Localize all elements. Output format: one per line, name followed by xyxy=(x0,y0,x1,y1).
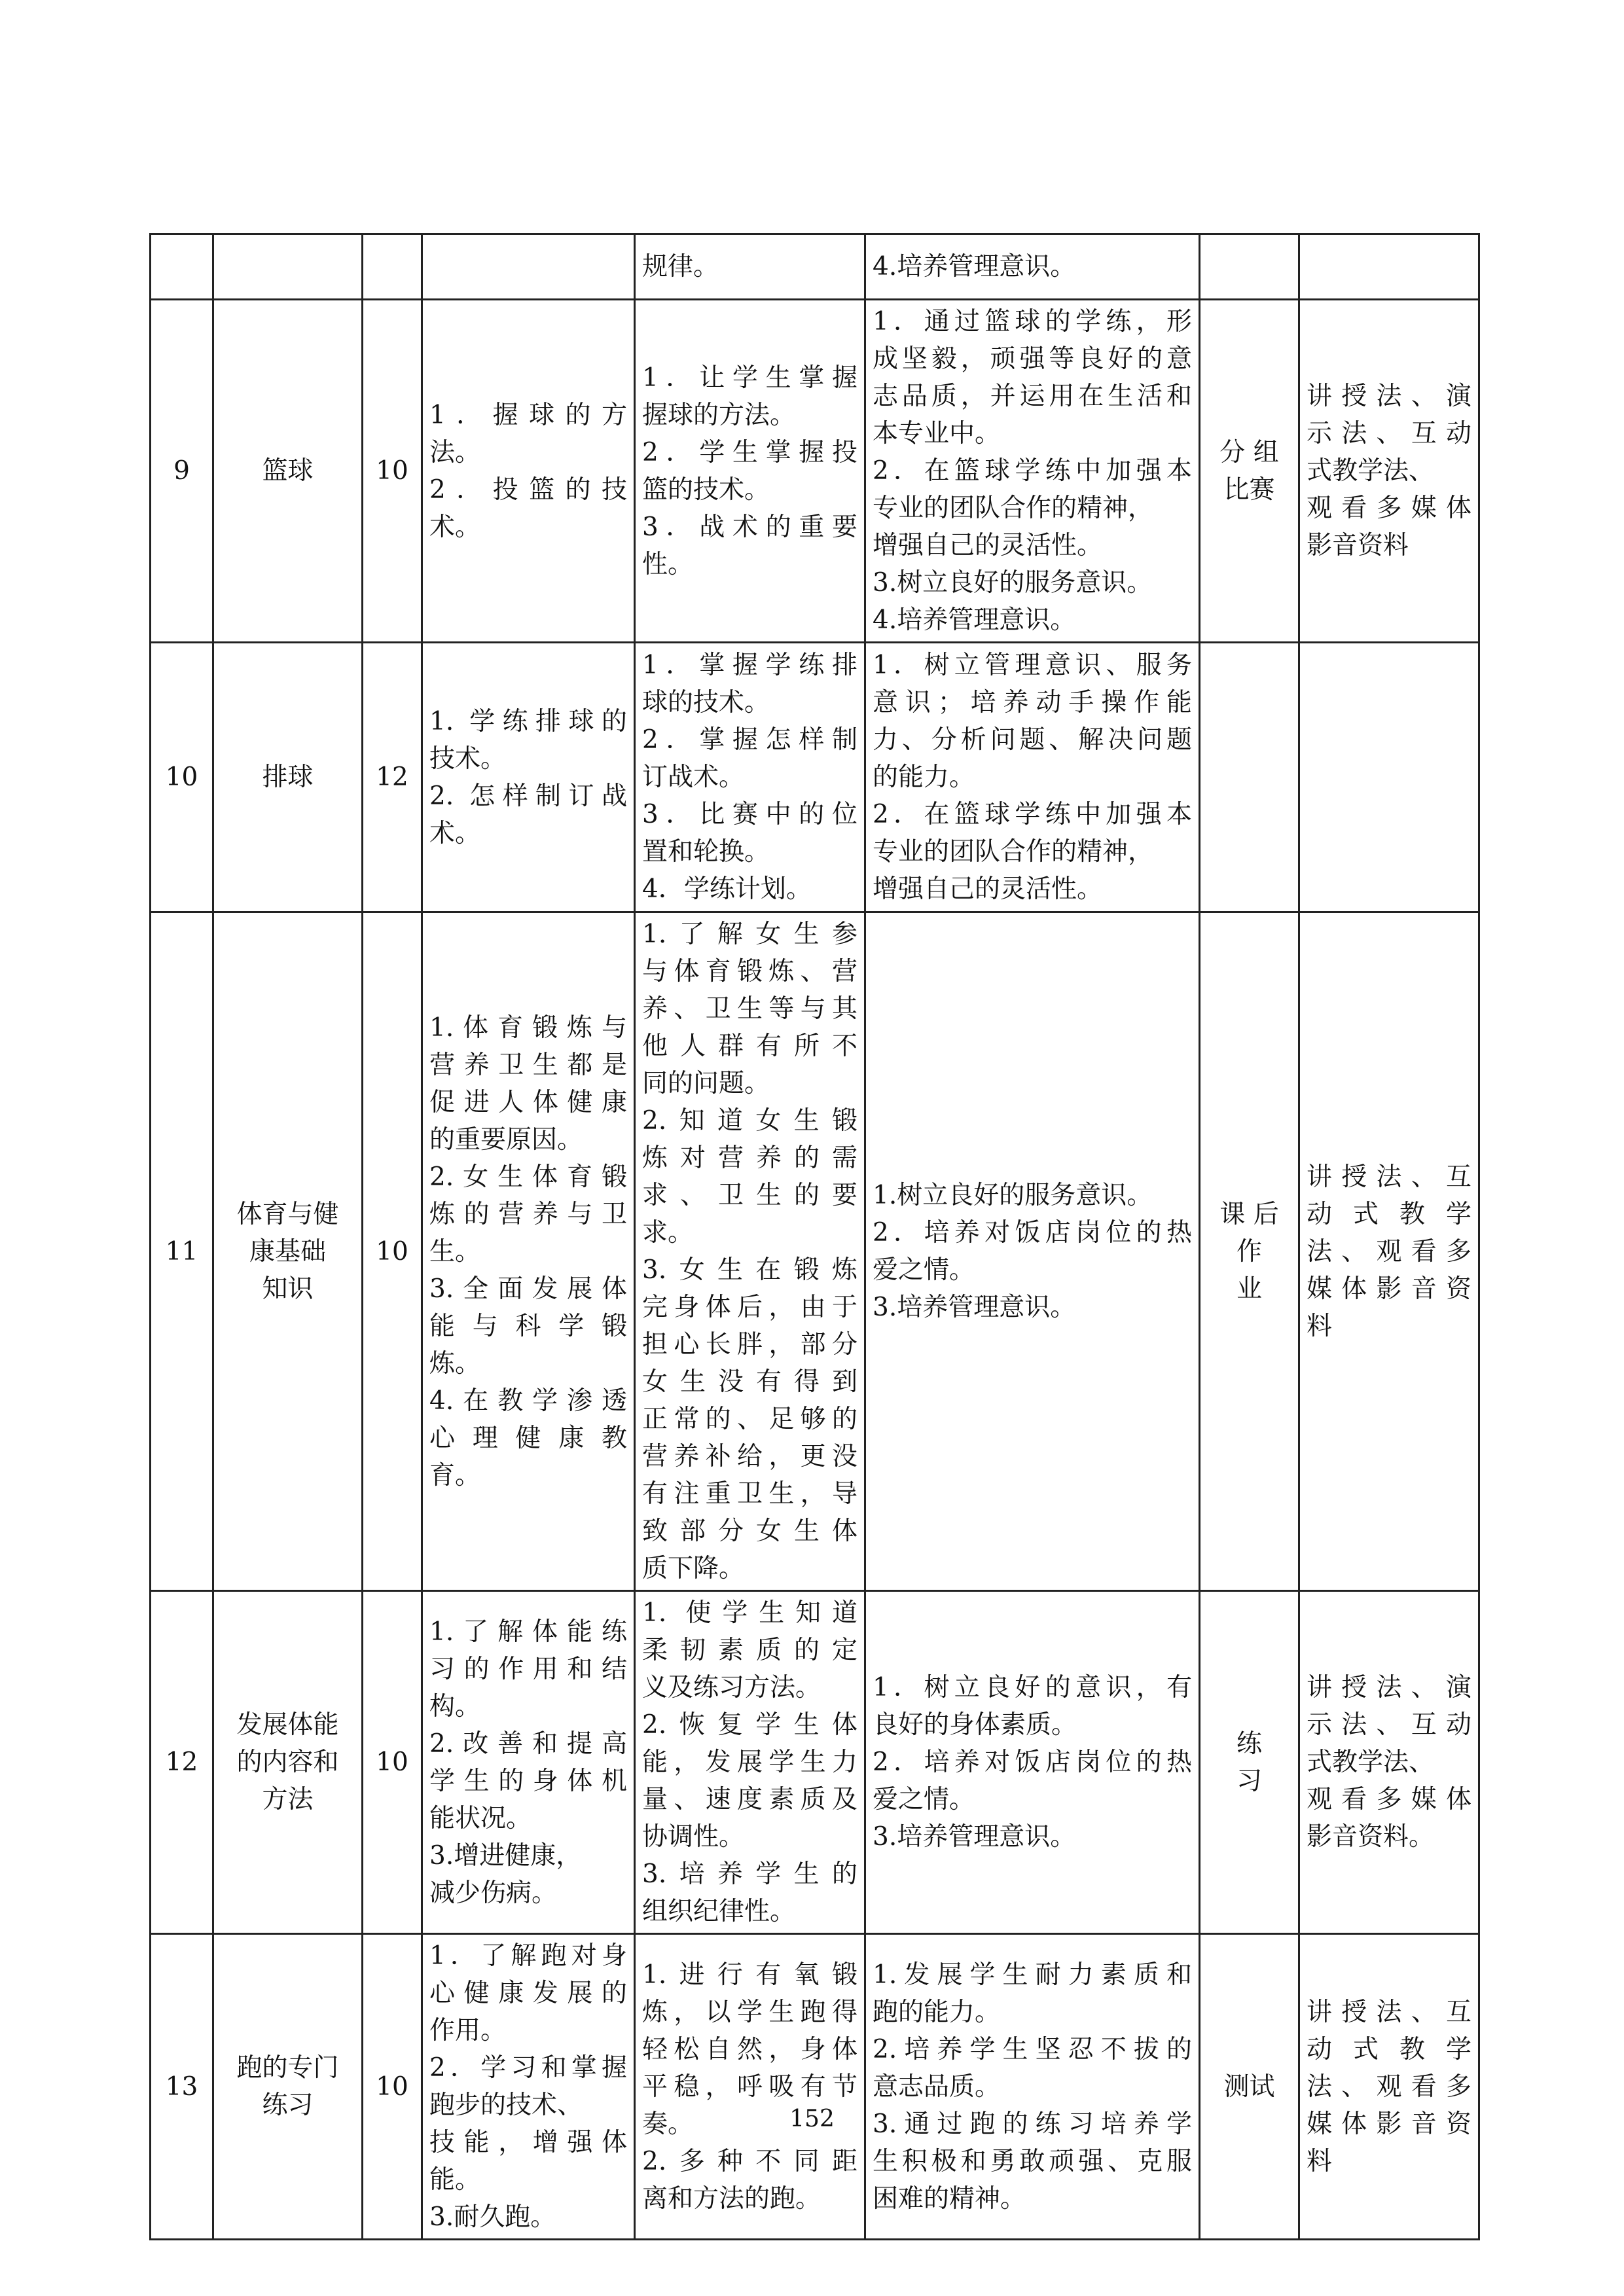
text-line: 养、卫生等与其 xyxy=(642,994,857,1024)
text-line: 性。 xyxy=(642,549,694,579)
text-line: 学生的身体机 xyxy=(429,1766,627,1796)
table-row xyxy=(151,912,1479,1591)
text-line: 质下降。 xyxy=(642,1554,745,1583)
text-line: 1．通过篮球的学练，形 xyxy=(873,307,1192,336)
text-line: 生积极和勇敢顽强、克服 xyxy=(873,2146,1192,2176)
text-line: 1．树立良好的意识，有 xyxy=(873,1673,1192,1702)
text-line: 完身体后，由于 xyxy=(642,1293,857,1322)
table-row xyxy=(151,234,1479,300)
text-line: 力、分析问题、解决问题 xyxy=(873,725,1192,755)
text-line: 2.改善和提高 xyxy=(429,1729,627,1759)
cell-assessment xyxy=(1200,643,1299,912)
cell-teaching-method xyxy=(1299,1934,1479,2240)
text-line: 平稳，呼吸有节 xyxy=(642,2072,857,2102)
text-line: 1．让学生掌握 xyxy=(642,363,857,393)
text-line: 式教学法、 xyxy=(1307,1748,1435,1777)
text-line: 的重要原因。 xyxy=(429,1124,583,1155)
text-line: 测试 xyxy=(1223,2072,1275,2102)
text-line: 的内容和 xyxy=(236,1748,339,1777)
cell-teaching-content xyxy=(422,1934,635,2240)
text-line: 爱之情。 xyxy=(873,1785,975,1814)
text-line: 3．比赛中的位 xyxy=(642,800,857,829)
text-line: 体育与健 xyxy=(236,1199,339,1229)
text-line: 动式教学 xyxy=(1307,2034,1471,2064)
text-line: 同的问题。 xyxy=(642,1069,770,1098)
text-line: 料 xyxy=(1307,1311,1333,1341)
text-line: 法。 xyxy=(429,437,481,467)
text-line: 3.树立良好的服务意识。 xyxy=(873,568,1153,598)
cell-teaching-goals xyxy=(635,912,865,1591)
text-line: 2.女生体育锻 xyxy=(429,1162,627,1192)
text-line: 方法 xyxy=(262,1785,314,1814)
text-line: 专业的团队合作的精神， xyxy=(873,837,1154,867)
text-line: 减少伤病。 xyxy=(429,1878,558,1908)
cell-number: 9 xyxy=(151,300,213,643)
text-line: 2. 怎样制订战 xyxy=(429,781,627,811)
course-plan-table xyxy=(149,233,1480,2240)
cell-hours: 10 xyxy=(363,300,422,643)
cell-teaching-content xyxy=(422,643,635,912)
text-line: 2.培养学生坚忍不拔的 xyxy=(873,2034,1192,2064)
cell-assessment xyxy=(1200,300,1299,643)
cell-hours: 10 xyxy=(363,1934,422,2240)
cell-course-name xyxy=(213,1934,363,2240)
text-line: 2．在篮球学练中加强本 xyxy=(873,800,1192,829)
text-line: 困难的精神。 xyxy=(873,2183,1026,2214)
text-line: 习的作用和结 xyxy=(429,1654,627,1684)
text-line: 知识 xyxy=(262,1274,314,1304)
text-line: 3.培养学生的 xyxy=(642,1859,857,1889)
text-line: 本专业中。 xyxy=(873,419,1001,448)
text-line: 动式教学 xyxy=(1307,1199,1471,1229)
text-line: 与体育锻炼、营 xyxy=(642,957,857,986)
text-line: 3.培养管理意识。 xyxy=(873,1293,1076,1322)
text-line: 育。 xyxy=(429,1460,481,1490)
text-line: 媒体影音资 xyxy=(1307,1274,1471,1304)
cell-assessment xyxy=(1200,1591,1299,1934)
text-line: 2．学习和掌握 xyxy=(429,2053,627,2083)
cell-teaching-content xyxy=(422,912,635,1591)
text-line: 心健康发展的 xyxy=(429,1979,627,2008)
text-line: 媒体影音资 xyxy=(1307,2109,1471,2139)
text-line: 篮球 xyxy=(262,456,314,486)
cell-course-name xyxy=(213,300,363,643)
text-line: 柔韧素质的定 xyxy=(642,1636,857,1665)
text-line: 1.了解体能练 xyxy=(429,1617,627,1647)
text-line: 讲授法、演 xyxy=(1307,1673,1471,1702)
text-line: 求。 xyxy=(642,1218,694,1247)
cell-teaching-goals xyxy=(635,1591,865,1934)
text-line: 意志品质。 xyxy=(873,2072,1001,2102)
text-line: 能与科学锻 xyxy=(429,1311,627,1341)
text-line: 的能力。 xyxy=(873,762,975,792)
text-line: 2．培养对饭店岗位的热 xyxy=(873,1748,1192,1777)
cell-number: 11 xyxy=(151,912,213,1591)
cell-teaching-method xyxy=(1299,234,1479,300)
text-line: 专业的团队合作的精神， xyxy=(873,493,1154,523)
cell-teaching-content xyxy=(422,234,635,300)
text-line: 组织纪律性。 xyxy=(642,1897,796,1926)
text-line: 观看多媒体 xyxy=(1307,1785,1471,1814)
text-line: 炼，以学生跑得 xyxy=(642,1997,857,2027)
text-line: 爱之情。 xyxy=(873,1255,975,1285)
text-line: 2.恢复学生体 xyxy=(642,1710,857,1740)
cell-teaching-goals xyxy=(635,643,865,912)
table-row xyxy=(151,300,1479,643)
cell-teaching-method xyxy=(1299,300,1479,643)
text-line: 意识；培养动手操作能 xyxy=(873,688,1192,717)
cell-quality-goals xyxy=(865,643,1200,912)
cell-number: 12 xyxy=(151,1591,213,1934)
text-line: 置和轮换。 xyxy=(642,837,770,867)
cell-quality-goals xyxy=(865,1934,1200,2240)
text-line: 1.发展学生耐力素质和 xyxy=(873,1960,1192,1990)
text-line: 2．学生掌握投 xyxy=(642,437,857,467)
text-line: 有注重卫生，导 xyxy=(642,1479,857,1509)
cell-quality-goals xyxy=(865,234,1200,300)
text-line: 1. 学练排球的 xyxy=(429,706,627,736)
text-line: 料 xyxy=(1307,2146,1333,2176)
text-line: 2.多种不同距 xyxy=(642,2146,857,2176)
cell-course-name xyxy=(213,912,363,1591)
text-line: 讲授法、演 xyxy=(1307,382,1471,411)
text-line: 能，发展学生力 xyxy=(642,1748,857,1777)
cell-course-name xyxy=(213,234,363,300)
text-line: 课 后 xyxy=(1219,1199,1279,1229)
text-line: 影音资料。 xyxy=(1307,1822,1435,1852)
table-row xyxy=(151,1934,1479,2240)
text-line: 发展体能 xyxy=(236,1710,339,1740)
text-line: 4．学练计划。 xyxy=(642,874,812,904)
text-line: 能。 xyxy=(429,2165,481,2195)
cell-teaching-content xyxy=(422,1591,635,1934)
text-line: 协调性。 xyxy=(642,1822,745,1852)
text-line: 促进人体健康 xyxy=(429,1087,627,1117)
text-line: 炼对营养的需 xyxy=(642,1143,857,1173)
text-line: 订战术。 xyxy=(642,762,745,792)
text-line: 习 xyxy=(1236,1766,1262,1796)
text-line: 良好的身体素质。 xyxy=(873,1710,1077,1740)
cell-hours: 10 xyxy=(363,1591,422,1934)
text-line: 致部分女生体 xyxy=(642,1516,857,1546)
cell-number: 10 xyxy=(151,643,213,912)
text-line: 作用。 xyxy=(429,2016,507,2045)
text-line: 术。 xyxy=(429,512,481,542)
text-line: 握球的方法。 xyxy=(642,400,796,430)
text-line: 跑的专门 xyxy=(236,2053,339,2083)
text-line: 营养卫生都是 xyxy=(429,1050,627,1080)
text-line: 法、观看多 xyxy=(1307,1236,1471,1266)
text-line: 影音资料 xyxy=(1307,531,1409,560)
cell-teaching-method xyxy=(1299,1591,1479,1934)
text-line: 3.耐久跑。 xyxy=(429,2202,556,2232)
text-line: 志品质，并运用在生活和 xyxy=(873,382,1192,411)
text-line: 篮的技术。 xyxy=(642,475,770,505)
cell-teaching-content xyxy=(422,300,635,643)
text-line: 3.女生在锻炼 xyxy=(642,1255,857,1285)
cell-number xyxy=(151,234,213,300)
text-line: 练 xyxy=(1236,1729,1262,1759)
text-line: 2．掌握怎样制 xyxy=(642,725,857,755)
text-line: 分 组 xyxy=(1219,437,1279,467)
text-line: 术。 xyxy=(429,818,481,848)
text-line: 增强自己的灵活性。 xyxy=(873,531,1103,560)
text-line: 1. 使学生知道 xyxy=(642,1598,857,1628)
cell-hours: 10 xyxy=(363,912,422,1591)
cell-teaching-goals xyxy=(635,300,865,643)
text-line: 义及练习方法。 xyxy=(642,1673,821,1702)
text-line: 3.通过跑的练习培养学 xyxy=(873,2109,1192,2139)
text-line: 式教学法、 xyxy=(1307,456,1435,486)
text-line: 炼的营养与卫 xyxy=(429,1199,627,1229)
cell-quality-goals xyxy=(865,300,1200,643)
text-line: 4.在教学渗透 xyxy=(429,1386,627,1416)
text-line: 技能，增强体 xyxy=(429,2128,627,2157)
text-line: 3.培养管理意识。 xyxy=(873,1822,1076,1852)
cell-teaching-goals xyxy=(635,234,865,300)
cell-assessment xyxy=(1200,912,1299,1591)
text-line: 3.全面发展体 xyxy=(429,1274,627,1304)
cell-assessment xyxy=(1200,234,1299,300)
cell-number: 13 xyxy=(151,1934,213,2240)
text-line: 能状况。 xyxy=(429,1803,532,1833)
text-line: 法、观看多 xyxy=(1307,2072,1471,2102)
cell-quality-goals xyxy=(865,912,1200,1591)
cell-quality-goals xyxy=(865,1591,1200,1934)
text-line: 4.培养管理意识。 xyxy=(873,252,1076,281)
text-line: 3.增进健康， xyxy=(429,1840,582,1871)
text-line: 作 xyxy=(1236,1236,1262,1266)
cell-hours: 12 xyxy=(363,643,422,912)
text-line: 1．掌握学练排 xyxy=(642,651,857,680)
text-line: 业 xyxy=(1236,1274,1262,1304)
cell-teaching-goals xyxy=(635,1934,865,2240)
text-line: 正常的、足够的 xyxy=(642,1405,857,1434)
text-line: 跑步的技术、 xyxy=(429,2090,583,2120)
text-line: 比赛 xyxy=(1223,475,1275,505)
text-line: 2．培养对饭店岗位的热 xyxy=(873,1218,1192,1247)
text-line: 示法、互动 xyxy=(1307,1710,1471,1740)
text-line: 球的技术。 xyxy=(642,688,770,717)
text-line: 担心长胖，部分 xyxy=(642,1330,857,1359)
text-line: 营养补给，更没 xyxy=(642,1442,857,1471)
text-line: 求、卫生的要 xyxy=(642,1181,857,1210)
text-line: 观看多媒体 xyxy=(1307,493,1471,523)
text-line: 2.知道女生锻 xyxy=(642,1106,857,1136)
text-line: 技术。 xyxy=(429,744,507,774)
text-line: 排球 xyxy=(262,762,314,792)
text-line: 心理健康教 xyxy=(429,1423,627,1453)
cell-teaching-method xyxy=(1299,643,1479,912)
text-line: 1．了解跑对身 xyxy=(429,1941,627,1971)
text-line: 跑的能力。 xyxy=(873,1997,1001,2027)
text-line: 1.树立良好的服务意识。 xyxy=(873,1181,1153,1210)
table-row xyxy=(151,1591,1479,1934)
text-line: 4.培养管理意识。 xyxy=(873,605,1076,635)
cell-course-name xyxy=(213,1591,363,1934)
cell-hours xyxy=(363,234,422,300)
text-line: 练习 xyxy=(262,2090,314,2120)
text-line: 康基础 xyxy=(249,1236,326,1266)
text-line: 讲授法、互 xyxy=(1307,1162,1471,1192)
text-line: 炼。 xyxy=(429,1348,481,1378)
text-line: 1．树立管理意识、服务 xyxy=(873,651,1192,680)
text-line: 3．战术的重要 xyxy=(642,512,857,542)
text-line: 1.体育锻炼与 xyxy=(429,1013,627,1043)
text-line: 增强自己的灵活性。 xyxy=(873,874,1103,904)
text-line: 2．在篮球学练中加强本 xyxy=(873,456,1192,486)
text-line: 生。 xyxy=(429,1236,481,1266)
text-line: 奏。 xyxy=(642,2109,694,2139)
text-line: 量、速度素质及 xyxy=(642,1785,857,1814)
cell-assessment xyxy=(1200,1934,1299,2240)
text-line: 讲授法、互 xyxy=(1307,1997,1471,2027)
text-line: 构。 xyxy=(429,1691,481,1721)
cell-teaching-method xyxy=(1299,912,1479,1591)
text-line: 1．握球的方 xyxy=(429,400,627,430)
text-line: 成坚毅，顽强等良好的意 xyxy=(873,344,1192,374)
text-line: 1.了解女生参 xyxy=(642,920,857,949)
text-line: 他人群有所不 xyxy=(642,1031,857,1061)
text-line: 1.进行有氧锻 xyxy=(642,1960,857,1990)
text-line: 女生没有得到 xyxy=(642,1367,857,1397)
text-line: 示法、互动 xyxy=(1307,419,1471,448)
cell-course-name xyxy=(213,643,363,912)
text-line: 2．投篮的技 xyxy=(429,475,627,505)
page-number: 152 xyxy=(789,2106,835,2132)
text-line: 轻松自然，身体 xyxy=(642,2034,857,2064)
text-line: 离和方法的跑。 xyxy=(642,2183,821,2214)
table-row xyxy=(151,643,1479,912)
text-line: 规律。 xyxy=(642,252,719,281)
